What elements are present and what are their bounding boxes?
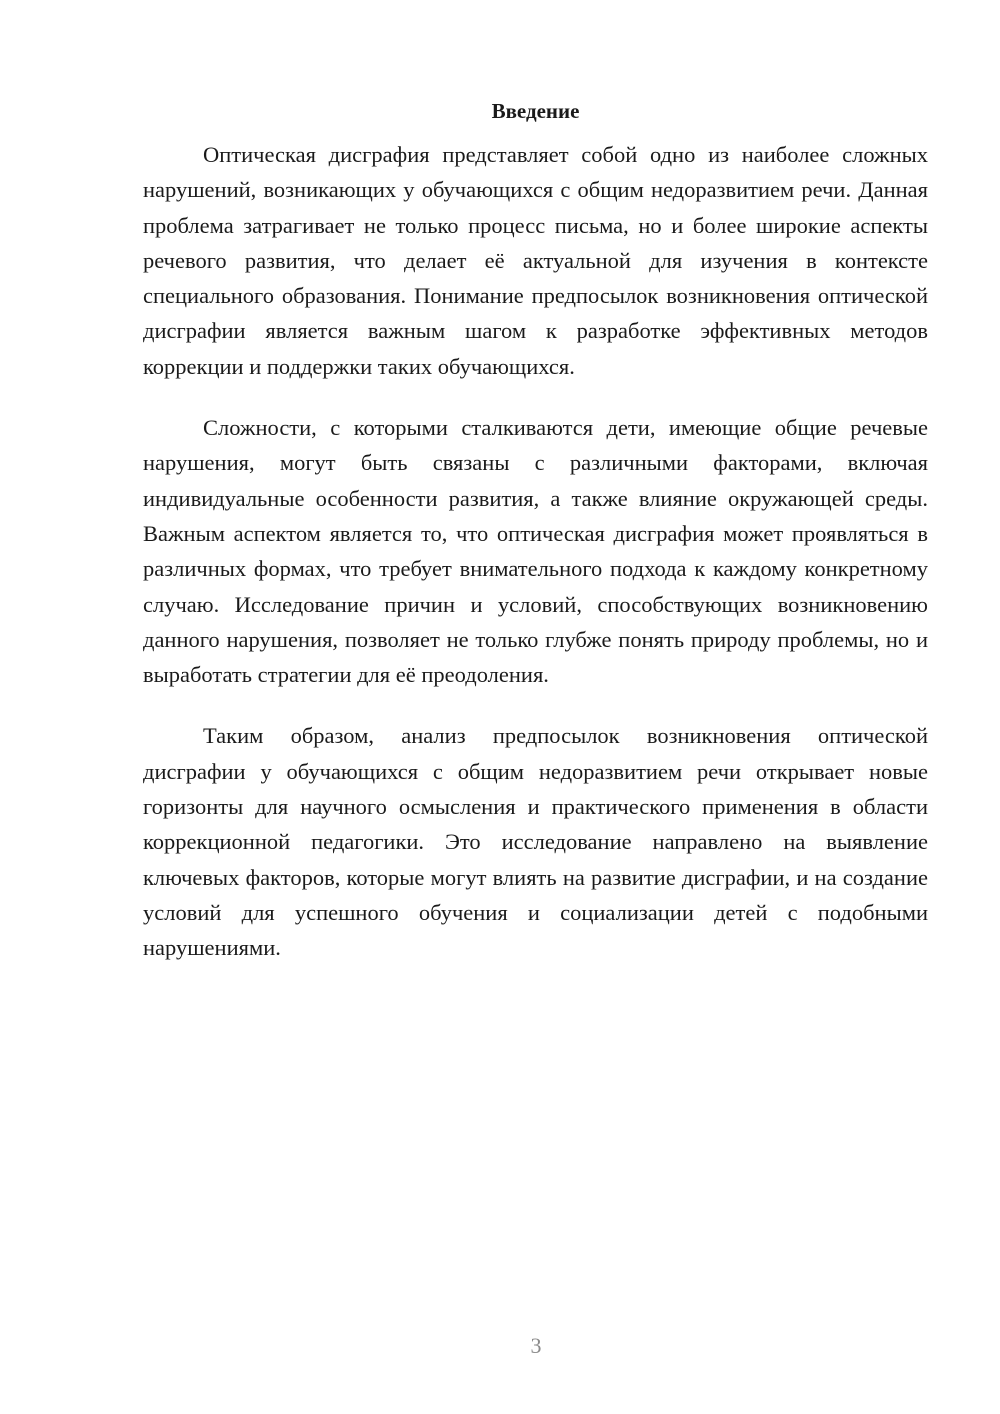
paragraph-3: Таким образом, анализ предпосылок возникновения оптической дисграфии у обучающихся с общим недоразвитием речи открывает новые горизонты для научного осмысления и практического применения в области коррекционной педагогики. Это исследование направлено на выявление ключевых факторов, которые могут влиять на развитие дисграфии, и на создание условий для успешного обучения и социализации детей с подобными нарушениями. — [143, 723, 928, 961]
page-number: 3 — [530, 1333, 542, 1358]
paragraph-1: Оптическая дисграфия представляет собой одно из наиболее сложных нарушений, возникающих у обучающихся с общим недоразвитием речи. Данная проблема затрагивает не только процесс письма, но и более широкие аспекты речевого развития, что делает её актуальной для изучения в контексте специального образования. Понимание предпосылок возникновения оптической дисграфии является важным шагом к разработке эффективных методов коррекции и поддержки таких обучающихся. — [143, 142, 928, 379]
page-content — [143, 93, 928, 966]
section-heading: Введение — [491, 99, 580, 123]
paragraph-2: Сложности, с которыми сталкиваются дети, имеющие общие речевые нарушения, могут быть связаны с различными факторами, включая индивидуальные особенности развития, а также влияние окружающей среды. Важным аспектом является то, что оптическая дисграфия может проявляться в различных формах, что требует внимательного подхода к каждому конкретному случаю. Исследование причин и условий, способствующих возникновению данного нарушения, позволяет не только глубже понять природу проблемы, но и выработать стратегии для её преодоления. — [143, 415, 928, 688]
